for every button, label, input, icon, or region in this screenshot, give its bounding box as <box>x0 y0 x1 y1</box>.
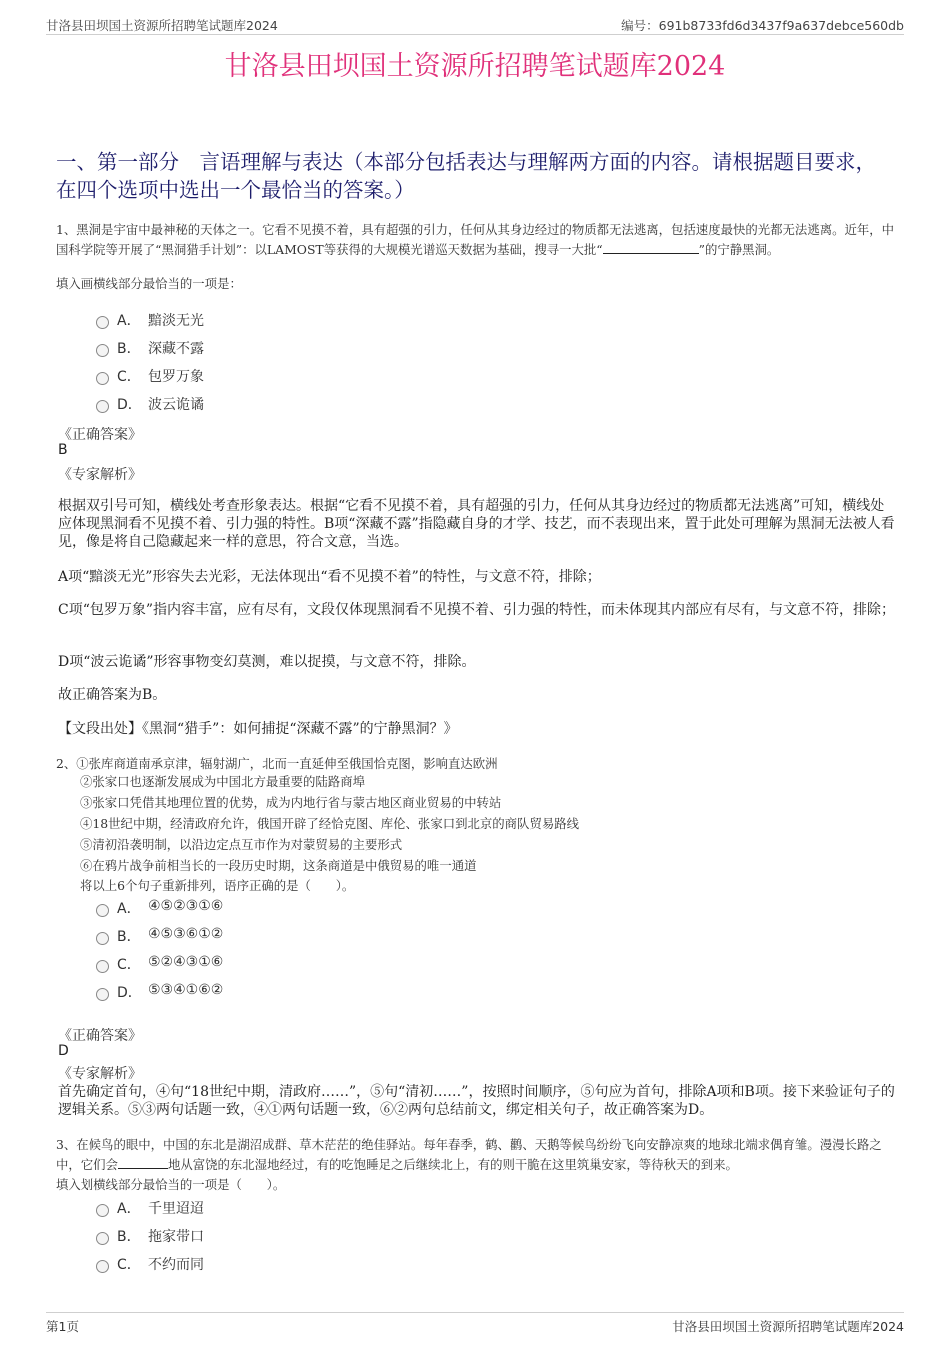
radio-icon[interactable] <box>96 988 109 1001</box>
correct-answer-label: 《正确答案》 <box>58 427 142 443</box>
analysis-paragraph: 首先确定首句，④句“18世纪中期，清政府……”，⑤句“清初……”，按照时间顺序，⑤句应为首句，排除A项和B项。接下来验证句子的逻辑关系。⑤③两句话题一致，④①两句话题一致，⑥②两句总结前文，绑定相关句子，故正确答案为D。 <box>58 1084 895 1118</box>
analysis-label: 《专家解析》 <box>58 467 142 483</box>
section-heading: 一、第一部分 言语理解与表达（本部分包括表达与理解两方面的内容。请根据题目要求，在四个选项中选出一个最恰当的答案。） <box>56 150 876 202</box>
question-2-line: ④18世纪中期，经清政府允许，俄国开辟了经恰克图、库伦、张家口到北京的商队贸易路线 <box>80 816 580 831</box>
analysis-paragraph: D项“波云诡谲”形容事物变幻莫测，难以捉摸，与文意不符，排除。 <box>58 654 476 670</box>
radio-icon[interactable] <box>96 344 109 357</box>
answer-blank <box>118 1158 168 1169</box>
page-number: 第1页 <box>46 1319 79 1334</box>
footer-doc-title: 甘洛县田坝国土资源所招聘笔试题库2024 <box>672 1319 904 1334</box>
question-3-prompt: 填入划横线部分最恰当的一项是（ ）。 <box>56 1177 286 1192</box>
analysis-paragraph: 根据双引号可知，横线处考查形象表达。根据“它看不见摸不着，具有超强的引力，任何从其身边经过的物质都无法逃离”可知，横线处应体现黑洞看不见摸不着、引力强的特性。B项“深藏不露”指隐藏自身的才学、技艺，而不表现出来，置于此处可理解为黑洞无法被人看见，像是将自己隐藏起来一样的意思，符合文意，当选。 <box>58 498 895 550</box>
radio-icon[interactable] <box>96 400 109 413</box>
radio-icon[interactable] <box>96 316 109 329</box>
correct-answer: D <box>58 1043 69 1059</box>
page-footer <box>46 1312 904 1335</box>
header-doc-title: 甘洛县田坝国土资源所招聘笔试题库2024 <box>46 18 278 33</box>
correct-answer: B <box>58 442 68 458</box>
question-2-line: 2、①张库商道南承京津，辐射湖广，北而一直延伸至俄国恰克图，影响直达欧洲 <box>56 756 498 771</box>
question-1-text: 1、黑洞是宇宙中最神秘的天体之一。它看不见摸不着，具有超强的引力，任何从其身边经过的物质都无法逃离，包括速度最快的光都无法逃离。近年，中国科学院等开展了“黑洞猎手计划”：以LAMOST等获得的大规模光谱巡天数据为基础，搜寻一大批“ ”的宁静黑洞。 <box>56 222 895 257</box>
question-2-line: ③张家口凭借其地理位置的优势，成为内地行省与蒙古地区商业贸易的中转站 <box>80 795 502 810</box>
question-1-prompt: 填入画横线部分最恰当的一项是： <box>56 276 242 291</box>
radio-icon[interactable] <box>96 1232 109 1245</box>
page-header <box>46 14 904 35</box>
analysis-paragraph: 故正确答案为B。 <box>58 687 167 703</box>
radio-icon[interactable] <box>96 932 109 945</box>
radio-icon[interactable] <box>96 1204 109 1217</box>
page-title: 甘洛县田坝国土资源所招聘笔试题库2024 <box>224 51 726 82</box>
analysis-paragraph: A项“黯淡无光”形容失去光彩，无法体现出“看不见摸不着”的特性，与文意不符，排除； <box>58 569 601 585</box>
question-2-line: ②张家口也逐渐发展成为中国北方最重要的陆路商埠 <box>80 774 365 789</box>
question-2-line: ⑤清初沿袭明制，以沿边定点互市作为对蒙贸易的主要形式 <box>80 837 403 852</box>
question-2-line: ⑥在鸦片战争前相当长的一段历史时期，这条商道是中俄贸易的唯一通道 <box>80 858 477 873</box>
source-citation: 【文段出处】《黑洞“猎手”：如何捕捉“深藏不露”的宁静黑洞？》 <box>58 721 458 737</box>
question-3-text: 3、在候鸟的眼中，中国的东北是湖沼成群、草木茫茫的绝佳驿站。每年春季，鹤、鹳、天鹅等候鸟纷纷飞向安静凉爽的地球北端求偶育雏。漫漫长路之中，它们会 地从富饶的东北湿地经过，有的吃饱睡足之后继续北上，有的则干脆在这里筑巢安家，等待秋天的到来。 <box>56 1137 882 1172</box>
radio-icon[interactable] <box>96 1260 109 1273</box>
correct-answer-label: 《正确答案》 <box>58 1028 142 1044</box>
radio-icon[interactable] <box>96 904 109 917</box>
analysis-label: 《专家解析》 <box>58 1066 142 1082</box>
answer-blank <box>603 243 699 254</box>
radio-icon[interactable] <box>96 960 109 973</box>
radio-icon[interactable] <box>96 372 109 385</box>
question-2-prompt: 将以上6个句子重新排列，语序正确的是（ ）。 <box>80 878 355 893</box>
analysis-paragraph: C项“包罗万象”指内容丰富，应有尽有，文段仅体现黑洞看不见摸不着、引力强的特性，而未体现其内部应有尽有，与文意不符，排除； <box>58 602 896 618</box>
header-doc-id: 编号：691b8733fd6d3437f9a637debce560db <box>621 18 904 33</box>
